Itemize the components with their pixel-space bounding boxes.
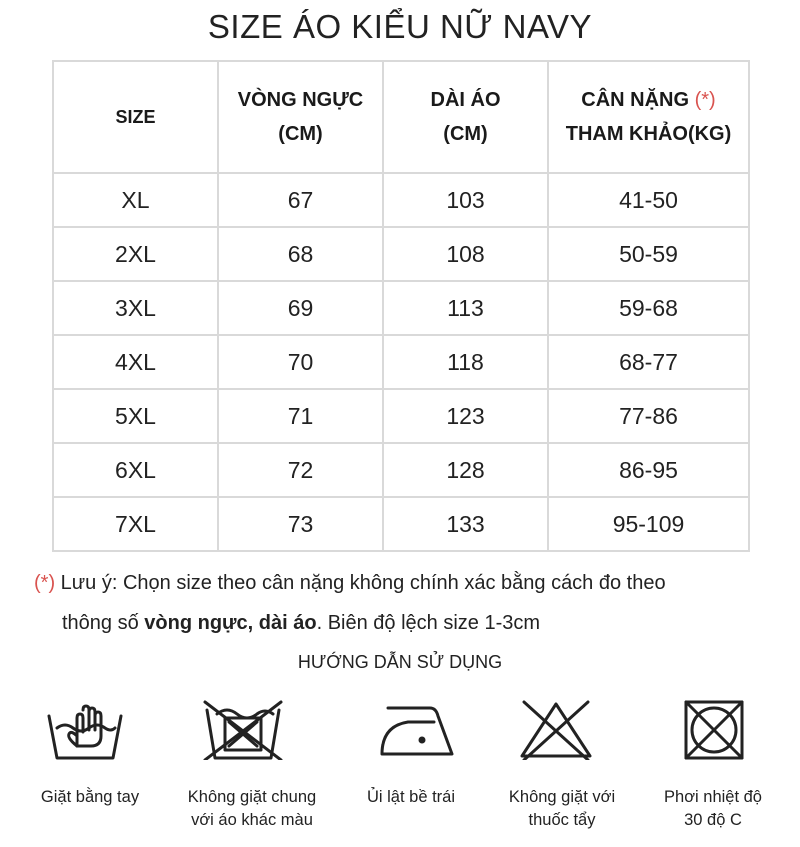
asterisk-mark: (*) [34,572,56,594]
cell-chest: 73 [218,497,383,551]
hand-wash-icon [45,700,125,760]
cell-weight: 77-86 [548,389,749,443]
no-machine-wash-icon [203,700,283,760]
cell-size: 3XL [53,281,218,335]
table-row [53,173,749,227]
care-caption-no-bleach: Không giặt với thuốc tẩy [508,788,616,829]
table-row [53,443,749,497]
header-size: SIZE [53,61,218,173]
care-caption-no-machine-wash: Không giặt chung với áo khác màu [187,788,317,829]
cell-weight: 41-50 [548,173,749,227]
cell-size: 7XL [53,497,218,551]
cell-size: 6XL [53,443,218,497]
cell-chest: 70 [218,335,383,389]
cell-length: 128 [383,443,548,497]
header-weight: CÂN NẶNG (*) THAM KHẢO(KG) [548,61,749,173]
cell-weight: 86-95 [548,443,749,497]
cell-size: 4XL [53,335,218,389]
cell-length: 108 [383,227,548,281]
cell-length: 118 [383,335,548,389]
size-table [52,60,750,552]
table-row [53,281,749,335]
cell-weight: 68-77 [548,335,749,389]
no-bleach-icon [516,700,596,760]
table-row [53,389,749,443]
asterisk-mark: (*) [694,89,716,111]
header-chest: VÒNG NGỰC (CM) [218,61,383,173]
cell-weight: 50-59 [548,227,749,281]
cell-chest: 71 [218,389,383,443]
cell-length: 113 [383,281,548,335]
care-caption-iron: Ủi lật bề trái [366,788,456,806]
size-note [34,563,666,643]
cell-length: 133 [383,497,548,551]
cell-chest: 69 [218,281,383,335]
header-length: DÀI ÁO (CM) [383,61,548,173]
care-caption-dry: Phơi nhiệt độ 30 độ C [664,788,762,829]
care-guide-title: HƯỚNG DẪN SỬ DỤNG [297,652,503,672]
table-header-row [53,61,749,173]
cell-chest: 67 [218,173,383,227]
page-title: SIZE ÁO KIỂU NỮ NAVY [207,8,593,45]
table-row [53,227,749,281]
table-row [53,497,749,551]
cell-size: XL [53,173,218,227]
cell-chest: 72 [218,443,383,497]
table-row [53,335,749,389]
care-caption-hand-wash: Giặt bằng tay [40,788,140,806]
cell-chest: 68 [218,227,383,281]
cell-size: 2XL [53,227,218,281]
cell-weight: 95-109 [548,497,749,551]
cell-length: 103 [383,173,548,227]
note-line-1: (*) Lưu ý: Chọn size theo cân nặng không chính xác bằng cách đo theo [34,572,666,594]
tumble-dry-icon [674,700,754,760]
iron-inside-out-icon [378,700,458,760]
note-line-2: thông số vòng ngực, dài áo. Biên độ lệch size 1-3cm [62,612,541,634]
cell-length: 123 [383,389,548,443]
cell-size: 5XL [53,389,218,443]
cell-weight: 59-68 [548,281,749,335]
